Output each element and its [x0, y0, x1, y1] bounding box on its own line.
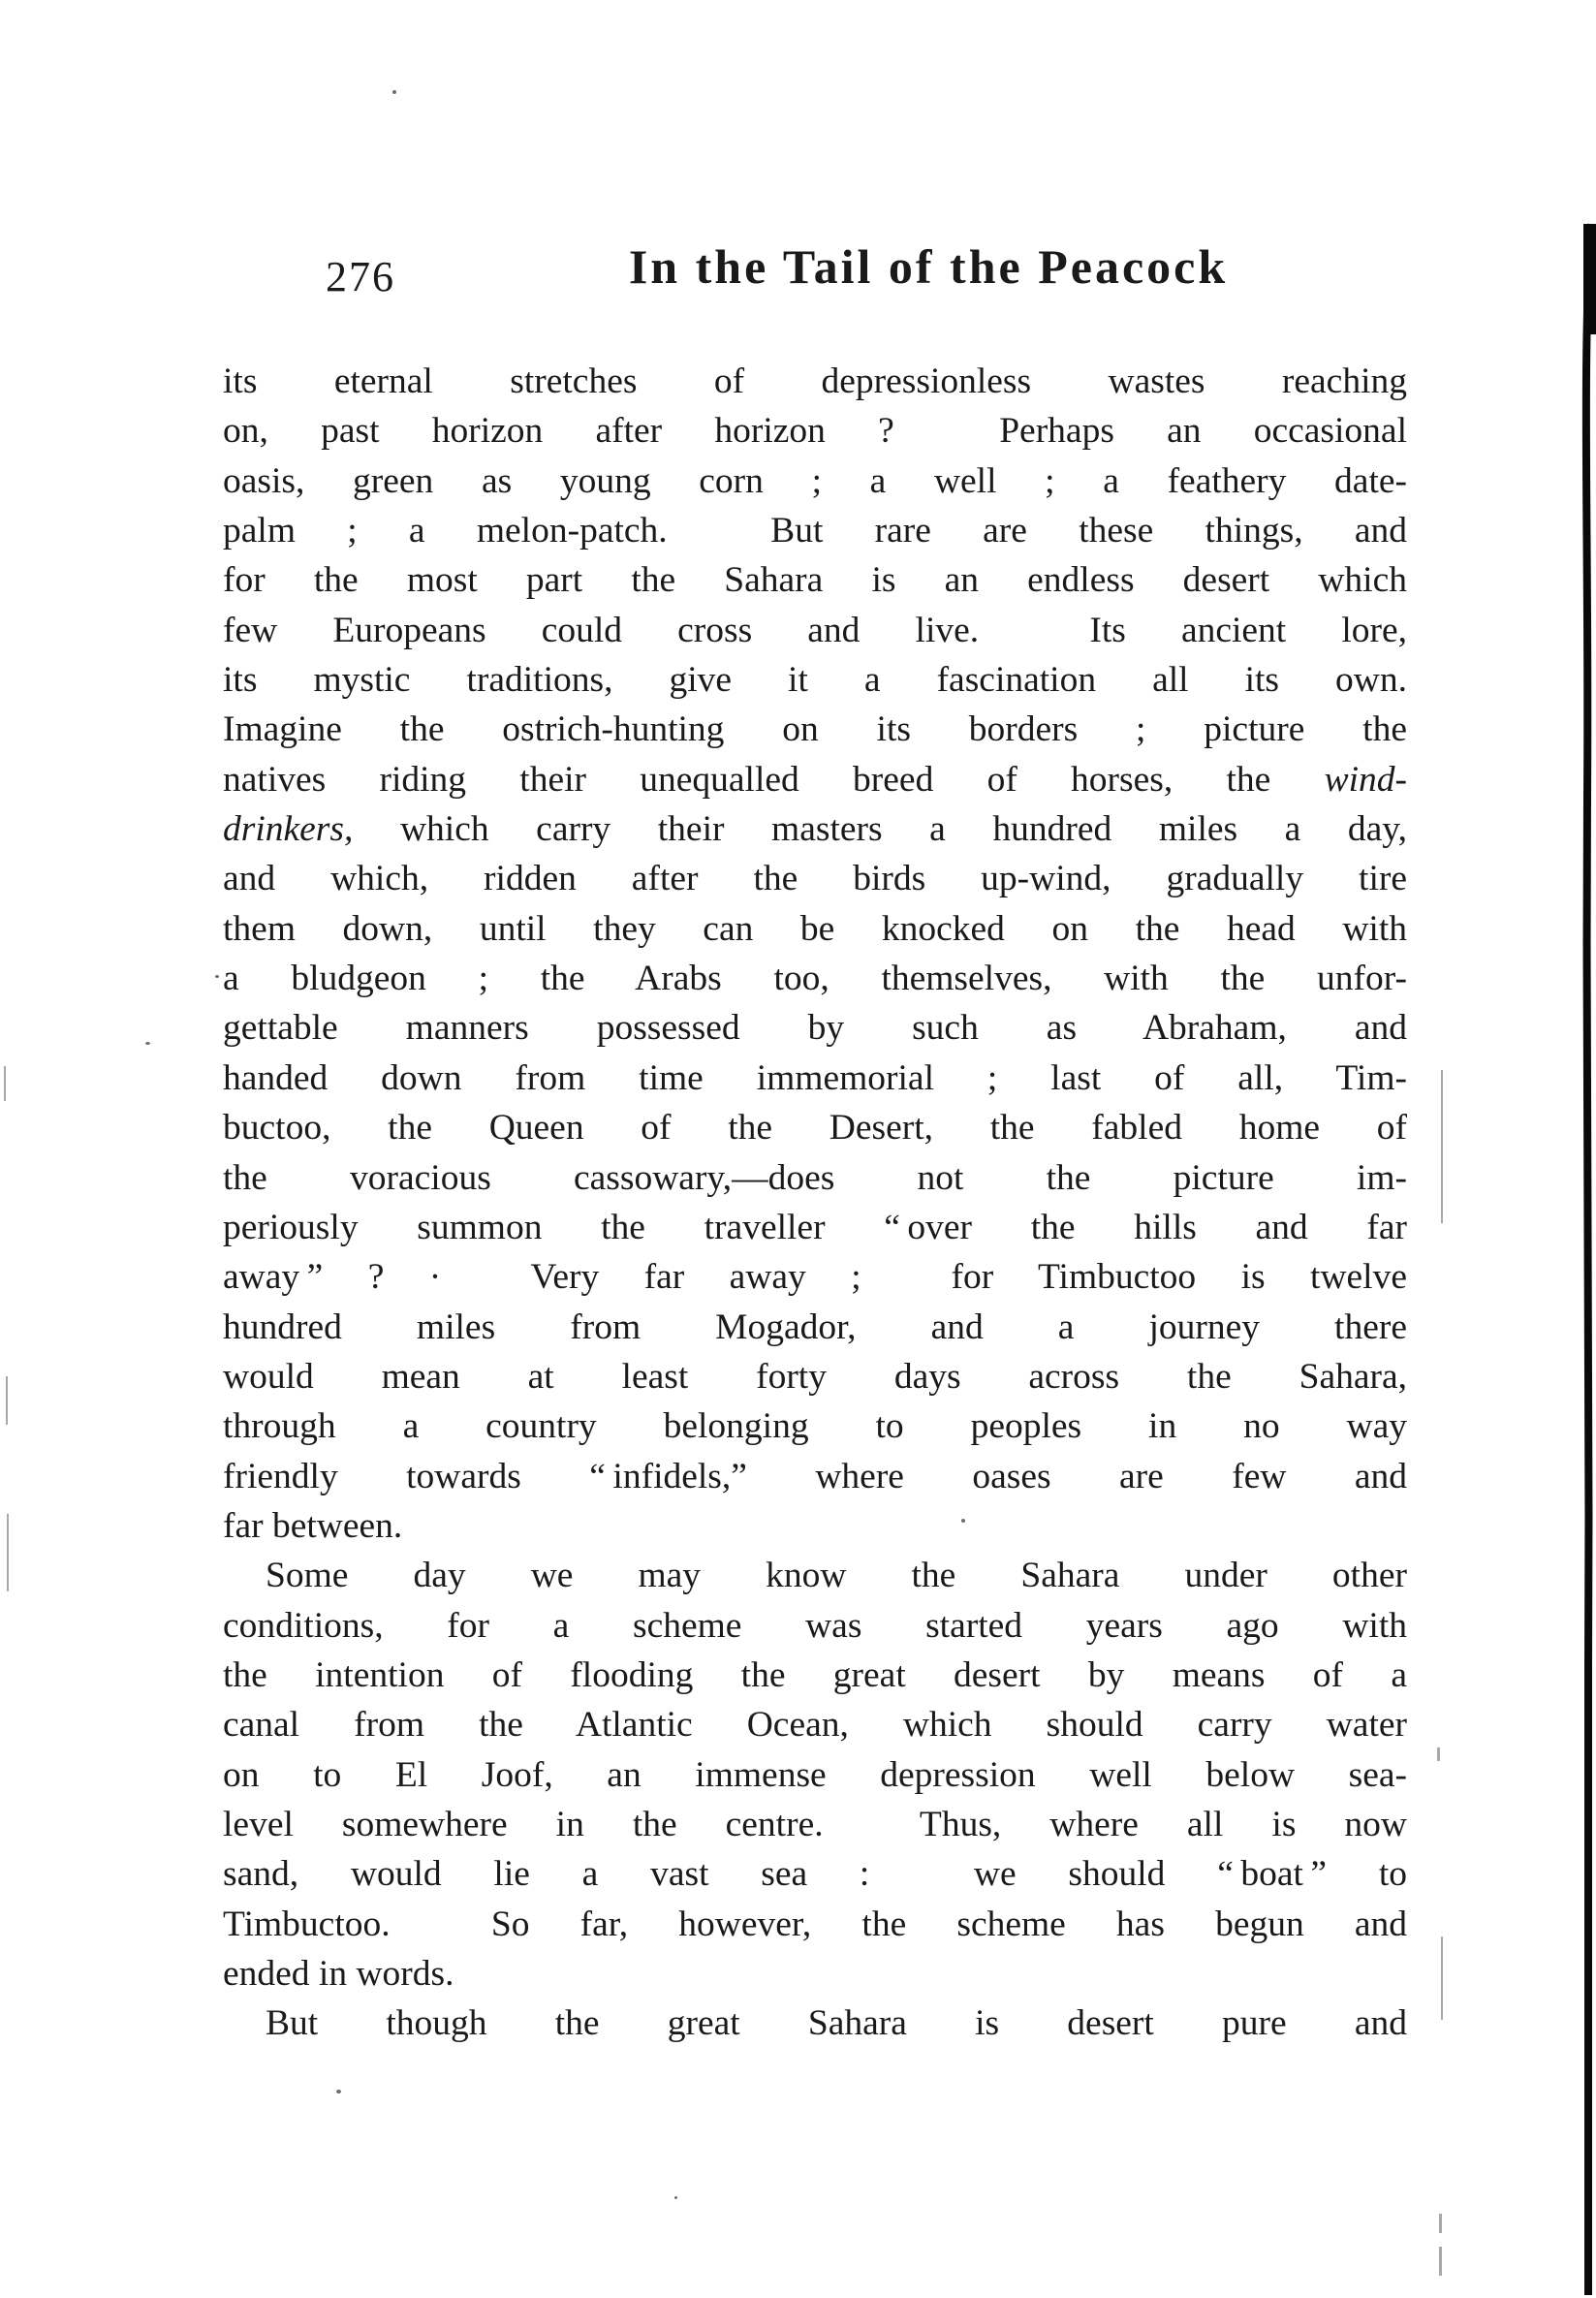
- scan-artifact: [1439, 2214, 1442, 2233]
- text-line: [223, 1999, 1407, 2048]
- text-segment: ended in words.: [223, 1954, 454, 1994]
- text-segment: few Europeans could cross and live. Its ancient lore,: [223, 610, 1407, 650]
- text-line: [223, 606, 1407, 655]
- scan-speck: [674, 2196, 677, 2199]
- text-line: [223, 755, 1407, 804]
- text-segment: Some day we may know the Sahara under other: [266, 1556, 1407, 1596]
- text-segment: the intention of flooding the great desert by means of a: [223, 1654, 1407, 1695]
- text-segment: on, past horizon after horizon ? Perhaps an occasional: [223, 411, 1407, 452]
- text-line: [223, 1003, 1407, 1053]
- text-segment: gettable manners possessed by such as Abraham, and: [223, 1008, 1407, 1049]
- text-segment: which carry their masters a hundred miles a day,: [353, 809, 1407, 850]
- text-line: [223, 1601, 1407, 1651]
- text-line: [223, 705, 1407, 754]
- scan-artifact: [1437, 1747, 1440, 1761]
- text-segment: the voracious cassowary,—does not the picture im-: [223, 1157, 1407, 1198]
- text-line: [223, 655, 1407, 705]
- text-segment: far between.: [223, 1505, 403, 1546]
- text-segment: for the most part the Sahara is an endless desert which: [223, 560, 1407, 601]
- page-header: [0, 0, 1596, 330]
- text-segment: friendly towards “ infidels,” where oases are few and: [223, 1456, 1407, 1496]
- text-segment: oasis, green as young corn ; a well ; a feathery date-: [223, 460, 1407, 501]
- scan-artifact: [6, 1376, 8, 1425]
- text-line: [223, 854, 1407, 903]
- text-segment: sand, would lie a vast sea : we should “ boat ” to: [223, 1854, 1407, 1895]
- text-line: [223, 1103, 1407, 1152]
- text-segment: handed down from time immemorial ; last of all, Tim-: [223, 1057, 1407, 1098]
- scan-speck: [215, 975, 219, 978]
- text-line: [223, 1352, 1407, 1401]
- text-line: [223, 1800, 1407, 1849]
- text-segment: a bludgeon ; the Arabs too, themselves, with the unfor-: [223, 959, 1407, 999]
- text-line: [223, 1551, 1407, 1600]
- text-segment: and which, ridden after the birds up-wind, gradually tire: [223, 859, 1407, 899]
- text-line: [223, 1651, 1407, 1700]
- text-segment: away ” ? · Very far away ; for Timbuctoo is twelve: [223, 1257, 1407, 1298]
- text-segment: Imagine the ostrich-hunting on its borders ; picture the: [223, 709, 1407, 750]
- page-number: 276: [326, 253, 395, 300]
- scan-artifact: [7, 1514, 9, 1591]
- text-line: [223, 1501, 1407, 1551]
- text-segment: through a country belonging to peoples in no way: [223, 1406, 1407, 1447]
- italic-text-segment: wind-: [1324, 759, 1407, 800]
- text-segment: would mean at least forty days across the Sahara,: [223, 1356, 1407, 1397]
- text-line: [223, 1949, 1407, 1999]
- scan-speck: [336, 2090, 341, 2093]
- running-title: In the Tail of the Peacock: [628, 239, 1229, 294]
- text-segment: But though the great Sahara is desert pure and: [266, 2003, 1407, 2044]
- text-line: [223, 1401, 1407, 1451]
- scan-speck: [145, 1042, 150, 1045]
- text-segment: them down, until they can be knocked on the head with: [223, 908, 1407, 949]
- text-line: [223, 357, 1407, 406]
- text-line: [223, 1153, 1407, 1203]
- text-line: [223, 804, 1407, 854]
- text-segment: hundred miles from Mogador, and a journey there: [223, 1306, 1407, 1347]
- text-segment: buctoo, the Queen of the Desert, the fabled home of: [223, 1108, 1407, 1149]
- text-line: [223, 1054, 1407, 1103]
- text-segment: periously summon the traveller “ over the hills and far: [223, 1207, 1407, 1247]
- text-line: [223, 954, 1407, 1003]
- text-line: [223, 1252, 1407, 1302]
- text-segment: palm ; a melon-patch. But rare are these things, and: [223, 511, 1407, 551]
- text-segment: Timbuctoo. So far, however, the scheme has begun and: [223, 1904, 1407, 1944]
- text-line: [223, 506, 1407, 555]
- text-segment: canal from the Atlantic Ocean, which should carry water: [223, 1705, 1407, 1746]
- text-segment: its mystic traditions, give it a fascination all its own.: [223, 660, 1407, 701]
- scan-artifact: [1441, 1936, 1443, 2020]
- text-segment: conditions, for a scheme was started years ago with: [223, 1605, 1407, 1646]
- text-line: [223, 1849, 1407, 1899]
- text-segment: natives riding their unequalled breed of horses, the: [223, 759, 1325, 800]
- scan-artifact: [4, 1066, 6, 1101]
- text-line: [223, 1700, 1407, 1749]
- text-line: [223, 1750, 1407, 1800]
- text-segment: on to El Joof, an immense depression well below sea-: [223, 1754, 1407, 1795]
- scan-artifact: [1439, 2247, 1442, 2276]
- text-line: [223, 1203, 1407, 1252]
- text-line: [223, 456, 1407, 506]
- text-segment: level somewhere in the centre. Thus, where all is now: [223, 1804, 1407, 1844]
- text-line: [223, 406, 1407, 456]
- scan-speck: [392, 90, 396, 94]
- text-segment: its eternal stretches of depressionless wastes reaching: [223, 362, 1407, 401]
- text-block: [223, 357, 1407, 2049]
- italic-text-segment: drinkers,: [223, 809, 354, 850]
- text-line: [223, 1452, 1407, 1501]
- scan-speck: [961, 1519, 965, 1523]
- text-line: [223, 1900, 1407, 1949]
- text-line: [223, 904, 1407, 954]
- text-line: [223, 1303, 1407, 1352]
- scan-artifact: [1441, 1070, 1443, 1223]
- text-line: [223, 555, 1407, 605]
